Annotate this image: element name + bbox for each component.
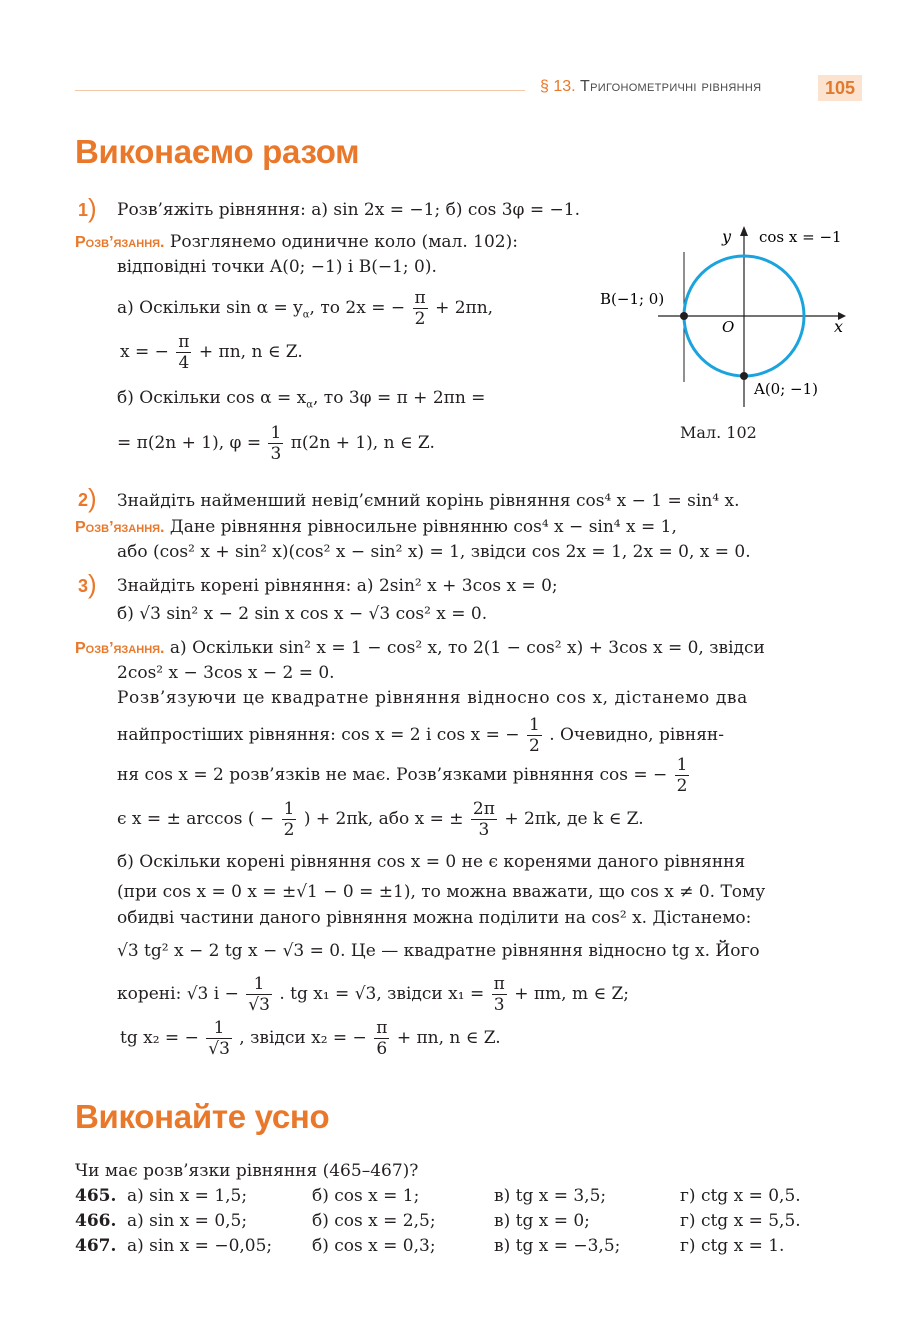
exercise-part-c: в) tg x = 3,5;: [494, 1186, 607, 1206]
heading-together: Виконаємо разом: [75, 133, 360, 170]
task3-l6-tail: + 2πk, де k ∈ Z.: [504, 809, 644, 829]
task3-l12-pre: tg x₂ = −: [120, 1028, 199, 1048]
task3-l4-tail: . Очевидно, рівнян-: [549, 725, 724, 745]
task3-l8: (при cos x = 0 x = ±√1 − 0 = ±1), то можна вважати, що cos x ≠ 0. Тому: [117, 882, 766, 902]
exercise-part-d: г) ctg x = 0,5.: [680, 1186, 801, 1206]
task3-number: 3: [78, 576, 89, 596]
exercise-number: 466.: [75, 1211, 117, 1231]
frac-den: 2: [283, 820, 295, 840]
solution-label: Розв’язання.: [75, 640, 165, 657]
exercise-part-c: в) tg x = 0;: [494, 1211, 590, 1231]
exercise-part-b: б) cos x = 2,5;: [312, 1211, 436, 1231]
task3-l11-mid: . tg x₁ = √3, звідси x₁ =: [279, 984, 485, 1004]
exercise-part-c: в) tg x = −3,5;: [494, 1236, 621, 1256]
frac-den: 6: [376, 1039, 388, 1059]
task1-b-line: [117, 387, 485, 416]
x-axis-label: x: [834, 317, 844, 336]
task3-l4-pre: найпростіших рівняння: cos x = 2 і cos x = −: [117, 725, 520, 745]
fraction: [675, 755, 690, 796]
frac-num: π: [414, 288, 426, 308]
header-section: § 13.: [540, 78, 576, 95]
task2-text: Знайдіть найменший невід’ємний корінь рівняння cos⁴ x − 1 = sin⁴ x.: [117, 491, 740, 511]
task1-a-then: , то 2x = −: [309, 298, 406, 318]
task1-a-sub: α: [302, 309, 310, 321]
task2-bracket: ): [88, 483, 97, 513]
task1-b-sub: α: [306, 399, 313, 411]
task3-l2: 2cos² x − 3cos x − 2 = 0.: [117, 663, 335, 683]
frac-den: 3: [270, 444, 282, 464]
task3-l12-mid: , звідси x₂ = −: [239, 1028, 367, 1048]
fraction: [268, 423, 283, 464]
figure-caption: Мал. 102: [680, 423, 757, 442]
solution-label: Розв’язання.: [75, 234, 165, 251]
task3-l12-tail: + πn, n ∈ Z.: [396, 1028, 501, 1048]
solution-label: Розв’язання.: [75, 519, 165, 536]
task1-b2-tail: π(2n + 1), n ∈ Z.: [290, 433, 435, 453]
task1-text: Розв’яжіть рівняння: а) sin 2x = −1; б) cos 3φ = −1.: [117, 200, 580, 220]
task1-b2-line: [117, 423, 435, 464]
frac-den: 4: [178, 353, 190, 373]
task3-l5-pre: ня cos x = 2 розв’язків не має. Розв’язками рівняння cos = −: [117, 765, 668, 785]
fraction: [282, 799, 297, 840]
task3-l9: обидві частини даного рівняння можна поділити на cos² x. Дістанемо:: [117, 908, 752, 928]
fraction: [527, 715, 542, 756]
header-rule: [75, 90, 525, 91]
frac-den: √3: [248, 995, 270, 1015]
header-title: Тригонометричні рівняння: [580, 78, 762, 95]
exercise-part-b: б) cos x = 0,3;: [312, 1236, 436, 1256]
task1-b2-pre: = π(2n + 1), φ =: [117, 433, 262, 453]
fraction: [492, 974, 507, 1015]
fraction: [176, 332, 191, 373]
task3-l1: а) Оскільки sin² x = 1 − cos² x, то 2(1 − cos² x) + 3cos x = 0, звідси: [169, 638, 765, 658]
task1-solution-line1: [75, 231, 518, 254]
frac-num: 1: [246, 974, 272, 995]
frac-num: 2π: [472, 799, 495, 819]
task1-a2-tail: + πn, n ∈ Z.: [198, 342, 303, 362]
task3-l6-mid: ) + 2πk, або x = ±: [303, 809, 464, 829]
exercise-part-a: а) sin x = 1,5;: [127, 1186, 248, 1206]
heading-oral: Виконайте усно: [75, 1098, 330, 1135]
task3-l10: √3 tg² x − 2 tg x − √3 = 0. Це — квадратне рівняння відносно tg x. Його: [117, 941, 760, 961]
point-b-marker: [680, 312, 688, 320]
frac-num: 1: [206, 1018, 232, 1039]
task3-text-b: б) √3 sin² x − 2 sin x cos x − √3 cos² x = 0.: [117, 604, 488, 624]
frac-den: 2: [676, 776, 688, 796]
task3-l11-tail: + πm, m ∈ Z;: [514, 984, 630, 1004]
cos-line-label: cos x = −1: [759, 228, 842, 246]
task3-l6: [117, 799, 644, 840]
fraction: [471, 799, 497, 840]
task1-bracket: ): [88, 193, 97, 223]
origin-label: O: [722, 318, 735, 336]
task1-a2-pre: x = −: [120, 342, 169, 362]
point-b-label: B(−1; 0): [600, 290, 665, 308]
task3-l11-pre: корені: √3 і −: [117, 984, 239, 1004]
task1-l2: відповідні точки A(0; −1) і B(−1; 0).: [117, 257, 437, 277]
task3-l7: б) Оскільки корені рівняння cos x = 0 не є коренями даного рівняння: [117, 852, 746, 872]
unit-circle-diagram: [598, 222, 848, 412]
task3-l3: Розв’язуючи це квадратне рівняння відносно cos x, дістанемо два: [117, 688, 748, 708]
task1-number: 1: [78, 200, 89, 220]
exercise-number: 467.: [75, 1236, 117, 1256]
frac-num: 1: [270, 423, 282, 443]
task1-b-tail: , то 3φ = π + 2πn =: [312, 388, 486, 408]
frac-num: π: [493, 974, 505, 994]
fraction: [374, 1018, 389, 1059]
task3-l12: [120, 1018, 501, 1059]
frac-num: 1: [676, 755, 688, 775]
task1-a-tail: + 2πn,: [435, 298, 494, 318]
running-header: [540, 78, 761, 96]
task3-l11: [117, 974, 629, 1015]
frac-num: 1: [283, 799, 295, 819]
exercise-part-d: г) ctg x = 5,5.: [680, 1211, 801, 1231]
point-a-label: A(0; −1): [754, 380, 819, 398]
task2-number: 2: [78, 490, 89, 510]
task1-b-intro: б) Оскільки cos α = x: [117, 388, 307, 408]
frac-den: 3: [493, 995, 505, 1015]
task1-a-intro: а) Оскільки sin α = y: [117, 298, 303, 318]
fraction: [206, 1018, 232, 1059]
exercise-part-a: а) sin x = 0,5;: [127, 1211, 248, 1231]
exercise-number: 465.: [75, 1186, 117, 1206]
y-axis-label: y: [722, 227, 732, 246]
task3-text: Знайдіть корені рівняння: а) 2sin² x + 3cos x = 0;: [117, 576, 558, 596]
frac-den: √3: [208, 1039, 230, 1059]
point-a-marker: [740, 372, 748, 380]
exercise-part-b: б) cos x = 1;: [312, 1186, 420, 1206]
fraction: [413, 288, 428, 329]
task2-l1: Дане рівняння рівносильне рівнянню cos⁴ x − sin⁴ x = 1,: [169, 517, 677, 537]
task2-l2: або (cos² x + sin² x)(cos² x − sin² x) = 1, звідси cos 2x = 1, 2x = 0, x = 0.: [117, 542, 751, 562]
exercise-part-d: г) ctg x = 1.: [680, 1236, 785, 1256]
frac-num: π: [376, 1018, 388, 1038]
task1-a-line: [117, 288, 493, 329]
y-axis-arrow: [740, 226, 748, 236]
task2-solution-line1: [75, 516, 677, 539]
task3-bracket: ): [88, 569, 97, 599]
task1-a2-line: [120, 332, 303, 373]
frac-num: π: [178, 332, 190, 352]
exercise-part-a: а) sin x = −0,05;: [127, 1236, 273, 1256]
task3-solution-line1: [75, 637, 765, 660]
task3-l5: [117, 755, 691, 796]
fraction: [246, 974, 272, 1015]
frac-num: 1: [528, 715, 540, 735]
task3-l4: [117, 715, 724, 756]
frac-den: 3: [478, 820, 490, 840]
frac-den: 2: [528, 736, 540, 756]
task1-l1: Розглянемо одиничне коло (мал. 102):: [169, 232, 518, 252]
oral-question: Чи має розв’язки рівняння (465–467)?: [75, 1161, 419, 1181]
page-number: 105: [818, 75, 862, 101]
task3-l6-pre: є x = ± arccos ( −: [117, 809, 275, 829]
frac-den: 2: [414, 309, 426, 329]
